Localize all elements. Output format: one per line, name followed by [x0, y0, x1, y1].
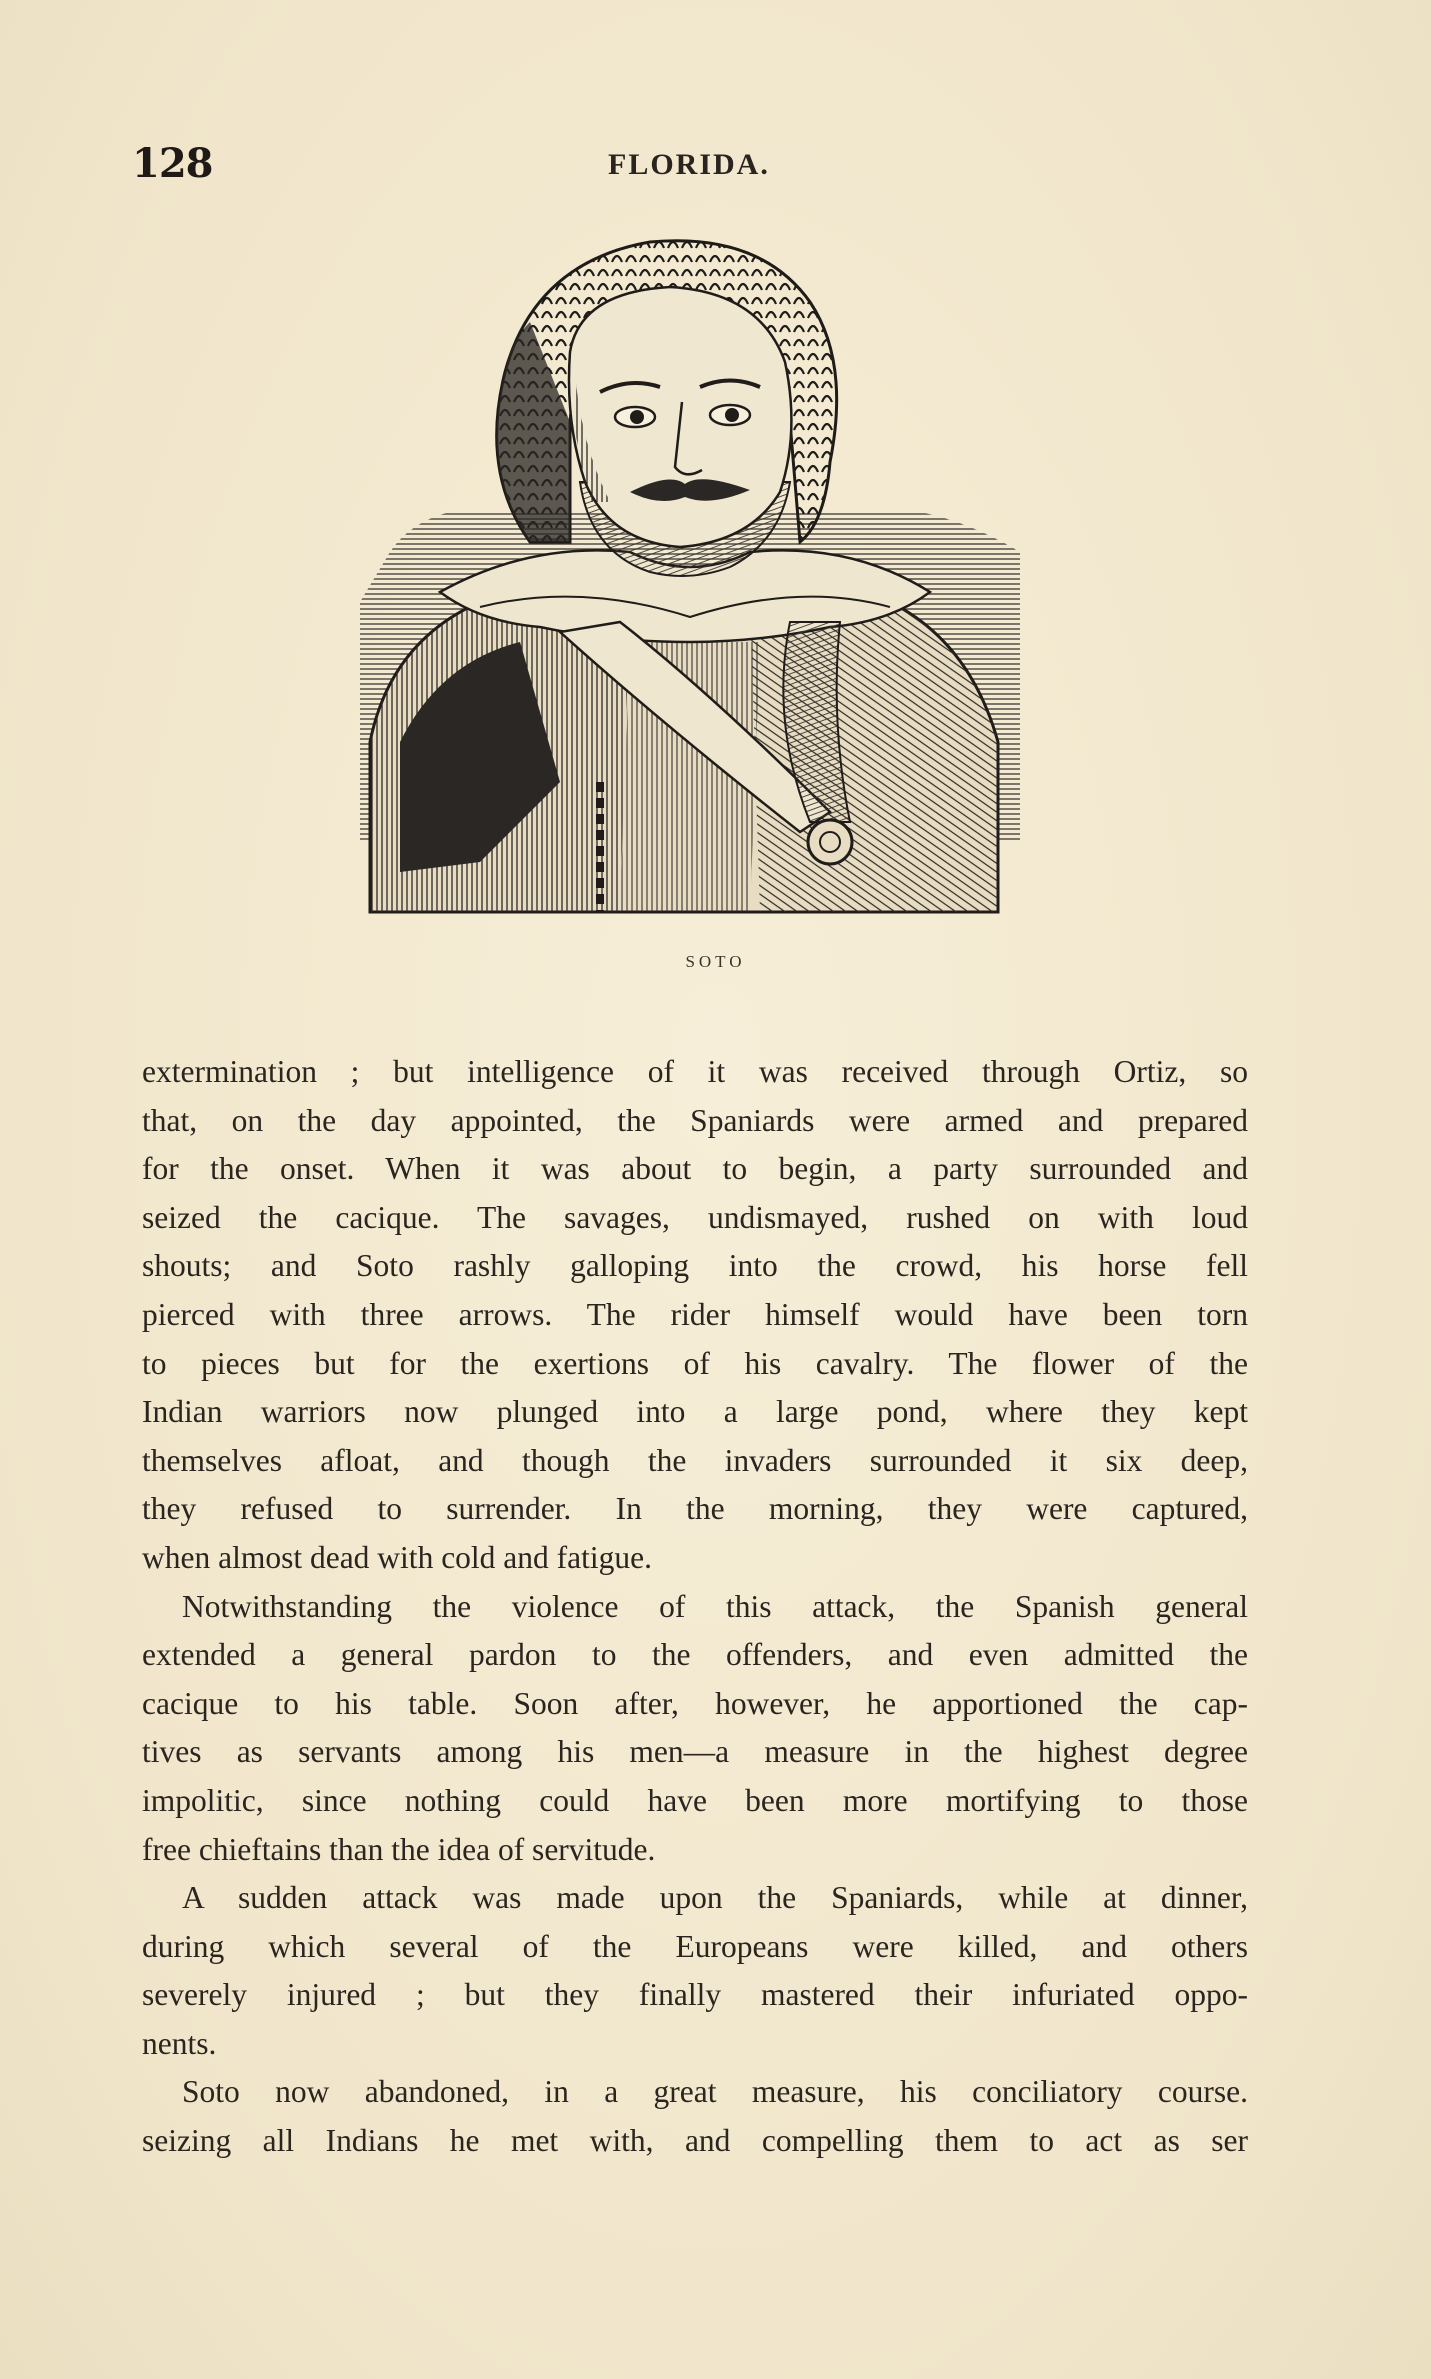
text-line: pierced with three arrows. The rider himself would have been torn — [142, 1296, 1248, 1332]
text-line: themselves afloat, and though the invaders surrounded it six deep, — [142, 1442, 1248, 1478]
text-line: free chieftains than the idea of servitude. — [142, 1831, 656, 1867]
page-header — [132, 140, 1262, 190]
text-line: tives as servants among his men—a measure in the highest degree — [142, 1734, 1248, 1770]
running-head: FLORIDA. — [608, 148, 770, 181]
text-line: extermination ; but intelligence of it was received through Ortiz, so — [142, 1054, 1248, 1089]
text-line: during which several of the Europeans were killed, and others — [142, 1928, 1248, 1964]
text-line: Soto now abandoned, in a great measure, his conciliatory course. — [182, 2074, 1248, 2110]
text-line: A sudden attack was made upon the Spaniards, while at dinner, — [182, 1880, 1248, 1916]
text-line: for the onset. When it was about to begin, a party surrounded and — [142, 1151, 1248, 1187]
text-line: Indian warriors now plunged into a large pond, where they kept — [142, 1394, 1248, 1430]
text-line: seizing all Indians he met with, and compelling them to act as ser — [142, 2123, 1248, 2159]
text-line: that, on the day appointed, the Spaniards were armed and prepared — [142, 1102, 1248, 1138]
text-line: cacique to his table. Soon after, however, he apportioned the cap- — [142, 1685, 1248, 1721]
armor-body — [370, 550, 998, 912]
text-line: Notwithstanding the violence of this attack, the Spanish general — [182, 1588, 1248, 1624]
text-line: impolitic, since nothing could have been more mortifying to those — [142, 1782, 1248, 1818]
figure-caption: SOTO — [685, 952, 746, 971]
text-line: severely injured ; but they finally mastered their infuriated oppo- — [142, 1977, 1248, 2013]
face — [569, 287, 791, 547]
soto-portrait-engraving — [330, 222, 1040, 922]
text-line: to pieces but for the exertions of his cavalry. The flower of the — [142, 1345, 1248, 1381]
text-line: shouts; and Soto rashly galloping into the crowd, his horse fell — [142, 1248, 1248, 1284]
body-text — [142, 1048, 1248, 2166]
page-number: 128 — [132, 140, 213, 187]
text-line: extended a general pardon to the offenders, and even admitted the — [142, 1637, 1248, 1673]
text-line: nents. — [142, 2025, 217, 2061]
text-line: they refused to surrender. In the morning, they were captured, — [142, 1491, 1248, 1527]
text-line: when almost dead with cold and fatigue. — [142, 1539, 652, 1575]
text-line: seized the cacique. The savages, undismayed, rushed on with loud — [142, 1199, 1248, 1235]
